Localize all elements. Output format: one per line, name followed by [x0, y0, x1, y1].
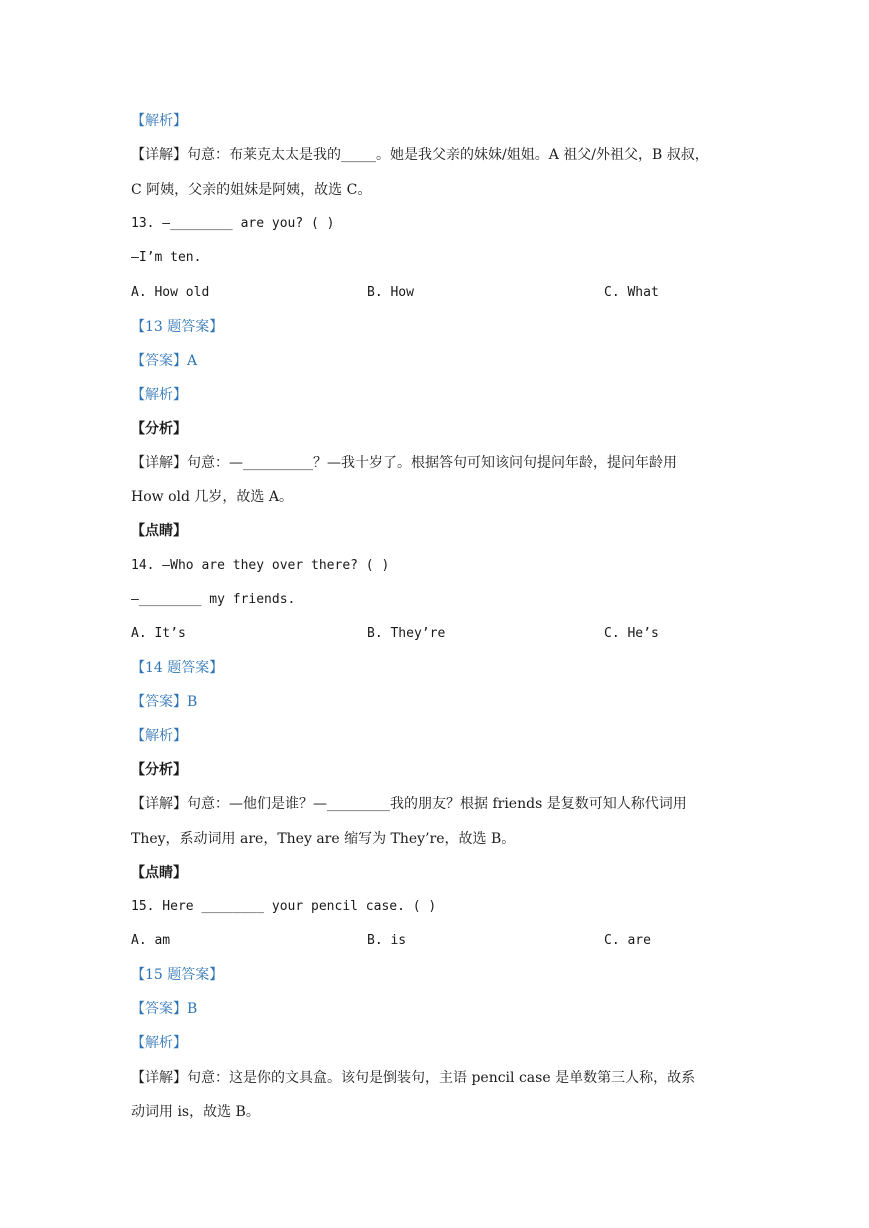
q13-fenxi-header: 【分析】	[131, 421, 187, 437]
q15-option-b: B. is	[367, 933, 407, 948]
q13-detail-line2: How old 几岁，故选 A。	[131, 489, 293, 505]
q15-option-a: A. am	[131, 933, 171, 948]
q13-question: 13. —________ are you? ( )	[131, 216, 335, 231]
q12-detail-line1: 【详解】句意：布莱克太太是我的_____。她是我父亲的妹妹/姐姐。A 祖父/外祖父，B 叔叔，	[131, 147, 709, 163]
q14-option-b: B. They’re	[367, 626, 446, 641]
q15-question: 15. Here ________ your pencil case. ( )	[131, 899, 437, 914]
q14-detail-line1: 【详解】句意：—他们是谁？—_________我的朋友？根据 friends 是复数可知人称代词用	[131, 796, 687, 812]
q13-option-b: B. How	[367, 285, 414, 300]
q14-reply: —________ my friends.	[131, 592, 296, 607]
q13-dianjing-header: 【点睛】	[131, 523, 187, 539]
q12-detail-line2: C 阿姨，父亲的姐妹是阿姨，故选 C。	[131, 182, 372, 198]
q12-analysis-header: 【解析】	[131, 113, 187, 129]
q13-option-a: A. How old	[131, 285, 210, 300]
q15-detail-line2: 动词用 is，故选 B。	[131, 1104, 260, 1120]
q14-analysis-header: 【解析】	[131, 728, 187, 744]
q15-option-c: C. are	[604, 933, 651, 948]
q13-detail-line1: 【详解】句意：—__________？—我十岁了。根据答句可知该问句提问年龄，提问年龄用	[131, 455, 677, 471]
q15-detail-line1: 【详解】句意：这是你的文具盒。该句是倒装句，主语 pencil case 是单数第三人称，故系	[131, 1070, 696, 1086]
q15-analysis-header: 【解析】	[131, 1035, 187, 1051]
q13-reply: —I’m ten.	[131, 250, 202, 265]
q14-detail-line2: They，系动词用 are，They are 缩写为 They’re，故选 B。	[131, 831, 516, 847]
q14-dianjing-header: 【点睛】	[131, 865, 187, 881]
q13-option-c: C. What	[604, 285, 659, 300]
q13-answer-header: 【13 题答案】	[131, 319, 224, 335]
q15-answer-header: 【15 题答案】	[131, 967, 224, 983]
q14-answer-header: 【14 题答案】	[131, 660, 224, 676]
q14-fenxi-header: 【分析】	[131, 762, 187, 778]
q14-option-c: C. He’s	[604, 626, 659, 641]
q14-question: 14. —Who are they over there? ( )	[131, 558, 390, 573]
q14-answer: 【答案】B	[131, 694, 198, 710]
q13-answer: 【答案】A	[131, 353, 198, 369]
q14-option-a: A. It’s	[131, 626, 186, 641]
q13-analysis-header: 【解析】	[131, 387, 187, 403]
q15-answer: 【答案】B	[131, 1001, 198, 1017]
